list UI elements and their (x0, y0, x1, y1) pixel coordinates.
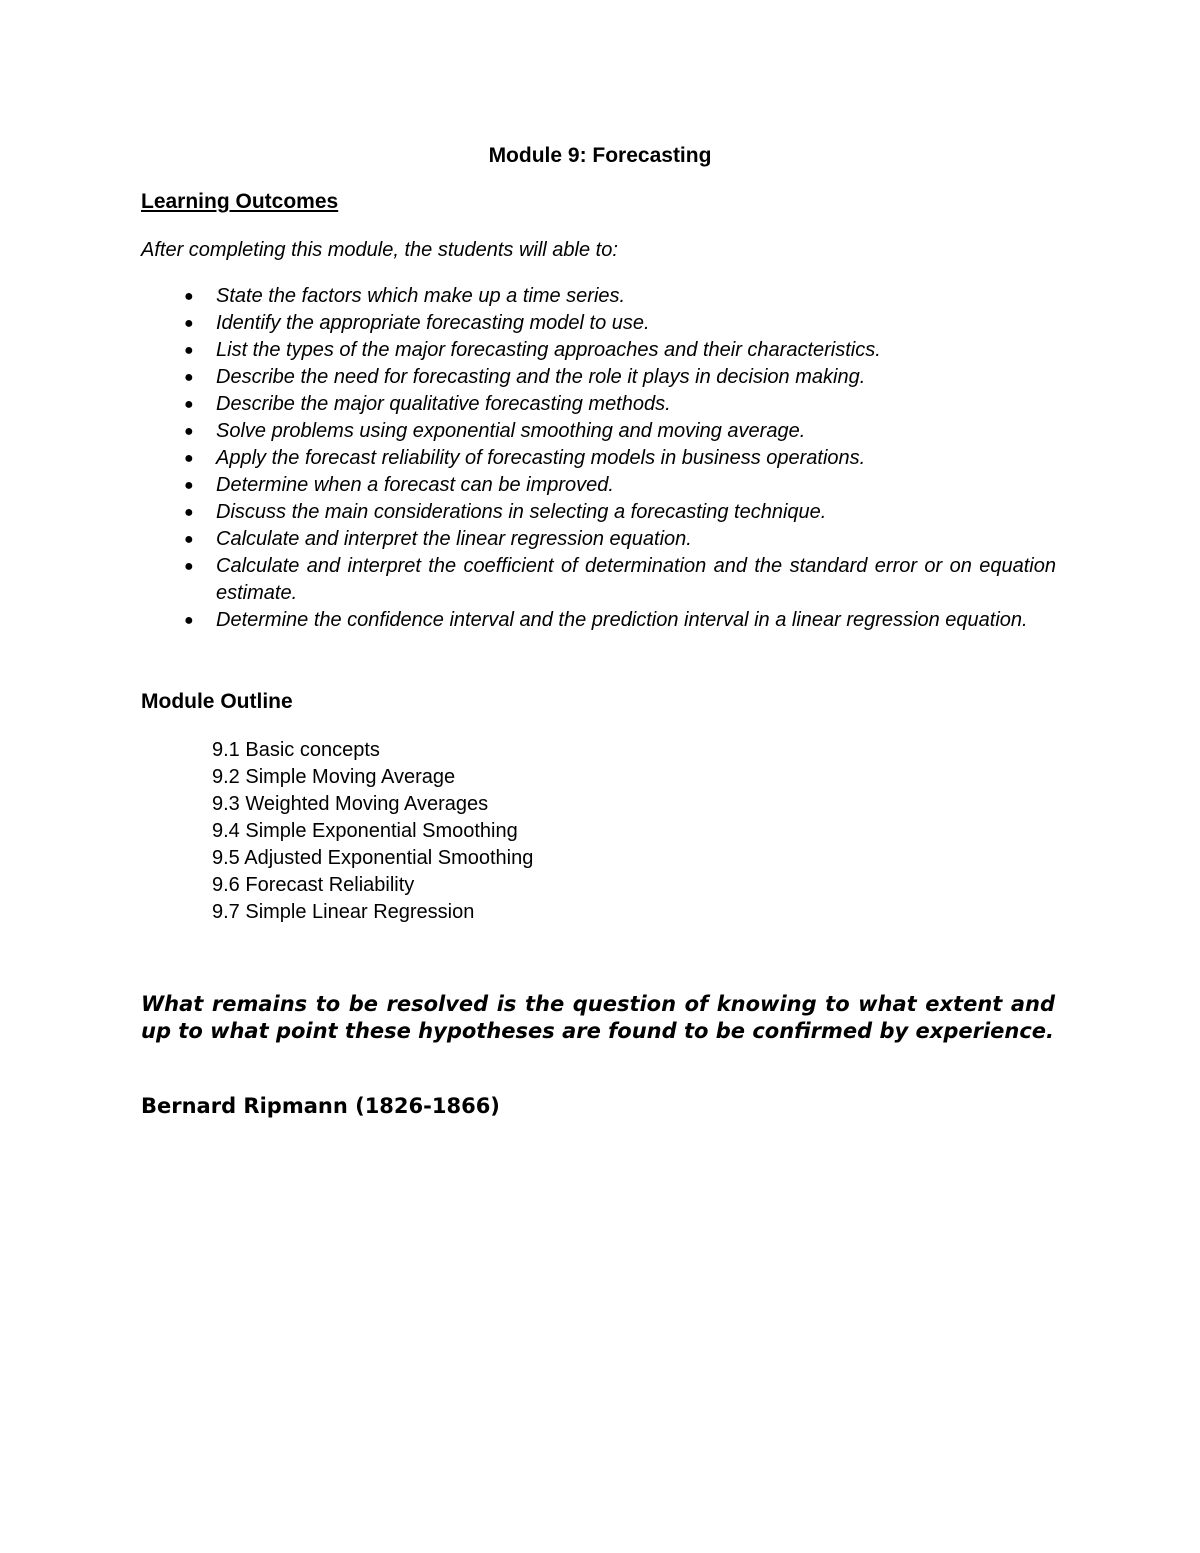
list-item: ● Describe the major qualitative forecasting methods. (216, 391, 1056, 418)
bullet-icon: ● (184, 612, 194, 629)
outline-item: 9.1 Basic concepts (212, 739, 380, 761)
page-title: Module 9: Forecasting (488, 144, 712, 167)
bullet-icon: ● (184, 396, 194, 413)
quote-author: Bernard Ripmann (1826-1866) (141, 1094, 500, 1118)
bullet-icon: ● (184, 477, 194, 494)
list-item: ● Discuss the main considerations in selecting a forecasting technique. (216, 499, 1056, 526)
outline-item: 9.2 Simple Moving Average (212, 766, 456, 788)
bullet-icon: ● (184, 315, 194, 332)
list-item: ● Apply the forecast reliability of forecasting models in business operations. (216, 445, 1056, 472)
outline-item: 9.3 Weighted Moving Averages (212, 793, 489, 815)
outline-item: 9.4 Simple Exponential Smoothing (212, 820, 518, 842)
learning-outcomes-heading: Learning Outcomes (141, 190, 339, 213)
bullet-icon: ● (184, 504, 194, 521)
outline-item: 9.6 Forecast Reliability (212, 874, 415, 896)
bullet-icon: ● (184, 558, 194, 575)
list-item: ● Determine the confidence interval and the prediction interval in a linear regression equation. (216, 607, 1056, 634)
learning-outcomes-list (184, 283, 1056, 634)
list-item: ● Describe the need for forecasting and the role it plays in decision making. (216, 364, 1056, 391)
bullet-icon: ● (184, 531, 194, 548)
bullet-icon: ● (184, 423, 194, 440)
list-item: ● Calculate and interpret the coefficient of determination and the standard error or on equation estimate. (184, 555, 1056, 604)
bullet-icon: ● (184, 342, 194, 359)
intro-text: After completing this module, the students will able to: (141, 239, 618, 261)
outline-item: 9.5 Adjusted Exponential Smoothing (212, 847, 534, 869)
list-item: ● List the types of the major forecasting approaches and their characteristics. (216, 337, 1056, 364)
bullet-icon: ● (184, 450, 194, 467)
bullet-icon: ● (184, 288, 194, 305)
list-item: ● State the factors which make up a time series. (216, 283, 1056, 310)
list-item: ● Solve problems using exponential smoothing and moving average. (216, 418, 1056, 445)
list-item: ● Determine when a forecast can be improved. (216, 472, 1056, 499)
list-item: ● Calculate and interpret the linear regression equation. (216, 526, 1056, 553)
quote-text: What remains to be resolved is the question of knowing to what extent and up to what point these hypotheses are found to be confirmed by experience. (141, 992, 1055, 1043)
outline-item: 9.7 Simple Linear Regression (212, 901, 475, 923)
module-outline-heading: Module Outline (141, 690, 293, 713)
list-item: ● Identify the appropriate forecasting model to use. (216, 310, 1056, 337)
module-outline-list (212, 737, 533, 926)
bullet-icon: ● (184, 369, 194, 386)
